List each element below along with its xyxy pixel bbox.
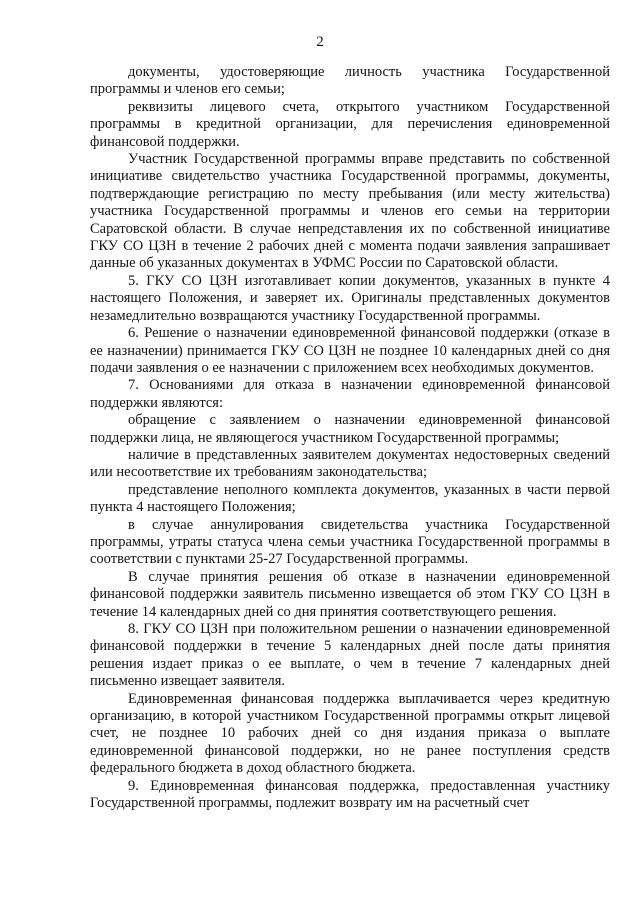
paragraph-refusal-reason-3: представление неполного комплекта документов, указанных в части первой пункта 4 настоящего Положения; (90, 481, 610, 516)
page-number: 2 (316, 34, 324, 50)
paragraph-item-7: 7. Основаниями для отказа в назначении единовременной финансовой поддержки являются: (90, 377, 610, 411)
paragraph-item-5: 5. ГКУ СО ЦЗН изготавливает копии документов, указанных в пункте 4 настоящего Положения, и заверяет их. Оригиналы представленных документов незамедлительно возвращаются участнику Государственной программы. (90, 272, 610, 324)
paragraph-identity-documents: документы, удостоверяющие личность участника Государственной программы и членов его семьи; (90, 64, 610, 98)
paragraph-own-initiative: Участник Государственной программы вправе представить по собственной инициативе свидетельство участника Государственной программы, документы, подтверждающие регистрацию по месту пребывания (или месту жительства) участника Государственной программы и членов его семьи на территории Саратовской области. В случае непредставления их по собственной инициативе ГКУ СО ЦЗН в течение 2 рабочих дней с момента подачи заявления запрашивает данные об указанных документах в УФМС России по Саратовской области. (90, 151, 610, 272)
paragraph-payment: Единовременная финансовая поддержка выплачивается через кредитную организацию, в которой участником Государственной программы открыт лицевой счет, не позднее 10 рабочих дней со дня издания приказа о выплате единовременной финансовой поддержки, но не ранее поступления средств федерального бюджета в доход областного бюджета. (90, 690, 610, 777)
paragraph-account-details: реквизиты лицевого счета, открытого участником Государственной программы в кредитной организации, для перечисления единовременной финансовой поддержки. (90, 98, 610, 150)
paragraph-refusal-reason-2: наличие в представленных заявителем документах недостоверных сведений или несоответствие их требованиям законодательства; (90, 446, 610, 481)
paragraph-refusal-reason-1: обращение с заявлением о назначении единовременной финансовой поддержки лица, не являющегося участником Государственной программы; (90, 412, 610, 446)
paragraph-item-9: 9. Единовременная финансовая поддержка, предоставленная участнику Государственной программы, подлежит возврату им на расчетный счет (90, 777, 610, 812)
paragraph-refusal-notice: В случае принятия решения об отказе в назначении единовременной финансовой поддержки заявитель письменно извещается об этом ГКУ СО ЦЗН в течение 14 календарных дней со дня принятия соответствующего решения. (90, 568, 610, 620)
paragraph-refusal-reason-4: в случае аннулирования свидетельства участника Государственной программы, утраты статуса члена семьи участника Государственной программы в соответствии с пунктами 25-27 Государственной программы. (90, 516, 610, 568)
paragraph-item-8: 8. ГКУ СО ЦЗН при положительном решении о назначении единовременной финансовой поддержки в течение 5 календарных дней после даты принятия решения издает приказ о ее выплате, о чем в течение 7 календарных дней письменно извещает заявителя. (90, 621, 610, 690)
document-body (90, 64, 610, 812)
paragraph-item-6: 6. Решение о назначении единовременной финансовой поддержки (отказе в ее назначении) принимается ГКУ СО ЦЗН не позднее 10 календарных дней со дня подачи заявления о ее назначении с приложением всех необходимых документов. (90, 325, 610, 376)
